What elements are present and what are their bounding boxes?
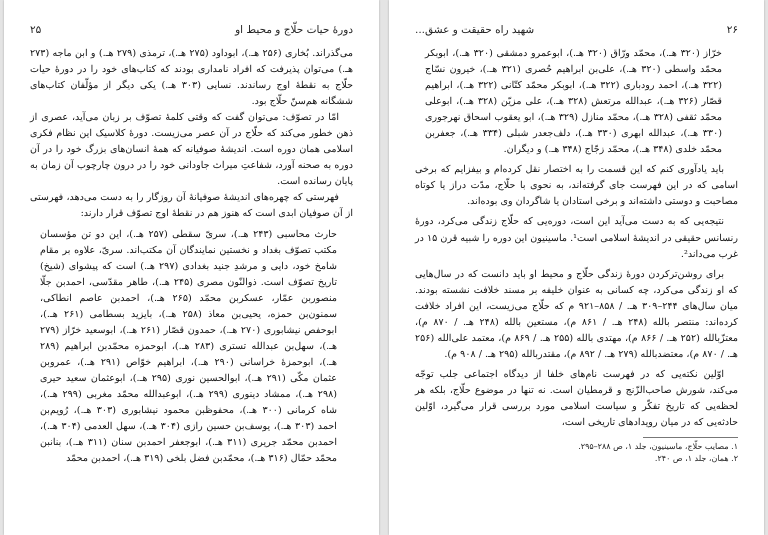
paragraph: نتیجه‌یی که به دست می‌آید این است، دوره‌یی که حلّاج زندگی می‌کرد، دورهٔ رنسانس حقیقی در اندیشهٔ اسلامی است¹. ماسینیون این دوره را شبیه قرن ۱۵ در غرب می‌داند². [415, 216, 738, 260]
left-running-title: دورهٔ حیات حلّاج و محیط او [235, 24, 353, 36]
left-page [4, 0, 379, 535]
right-page-body [415, 46, 738, 431]
sufi-list-continuation: خرّاز (۳۲۰ هـ.)، محمّد ورّاق (۳۲۰ هـ.)، ابوعمرو دمشقی (۳۲۰ هـ.)، ابوبکر محمّد واسطی (۳۲۰ هـ.)، علی‌بن ابراهیم حُصری (۳۲۱ هـ.)، خیرون نسّاج (۳۲۲ هـ.)، احمد رودباری (۳۲۲ هـ.)، ابوبکر محمّد کتّانی (۳۲۲ هـ.)، ابراهیم قصّار (۳۲۶ هـ.)، عبدالله مرتعش (۳۲۸ هـ.)، علی مزیّن (۳۲۸ هـ.)، ابوعلی محمّد ثقفی (۳۲۸ هـ.)، محمّد منازل (۳۲۹ هـ.)، ابو یعقوب اسحاق نهرجوری (۳۳۰ هـ.)، عبدالله ابهری (۳۳۰ هـ.)، دلف‌جعدر شبلی (۳۳۴ هـ.)، جعفربن محمّد خلدی (۳۴۸ هـ.)، محمّد زجّاج (۳۴۸ هـ.) و دیگران. [425, 48, 722, 156]
footnote: ۱. مصایب حلّاج، ماسینیون، جلد ۱، ص ۲۸۸–۲۹۵. [578, 442, 738, 452]
paragraph: باید یادآوری کنم که این قسمت را به اختصار نقل کرده‌ام و بیفزایم که برخی اسامی که در این فهرست جای گرفته‌اند، به نحوی با حلّاج، مدّت دراز یا کوتاه مصاحبت و دوستی داشته‌اند و برخی استادان یا شاگردان وی بوده‌اند. [415, 164, 738, 208]
paragraph: فهرستی که چهره‌های اندیشهٔ صوفیانهٔ آن روزگار را به دست می‌دهد، فهرستی از آن صوفیان ابدی است که هنوز هم در نقطهٔ اوج تصوّف قرار دارند: [30, 192, 353, 220]
right-running-title: شهید راه حقیقت و عشق... [415, 24, 535, 36]
footnotes [415, 441, 738, 465]
paragraph: می‌گذراند. بُخاری (۲۵۶ هـ.)، ابوداود (۲۷۵ هـ.)، ترمذی (۲۷۹ هـ.) و ابن ماجه (۲۷۳ هـ.) می‌توان پذیرفت که افراد نامداری بودند که کتاب‌های خود را در دورهٔ حیات حلّاج به نقطهٔ اوج رساندند. نسایی (۳۰۳ هـ.) یکی دیگر از مؤلّفان کتاب‌های ششگانه هم‌سنّ حلّاج بود. [30, 48, 354, 108]
sufi-list-paragraph: حارث محاسبی (۲۴۳ هـ.)، سریّ سقطی (۲۵۷ هـ.)، این دو تن مؤسسان مکتب تصوّف بغداد و نخستین نمایندگان آن مکتب‌اند. سریّ، علاوه بر مقام شامخ خود، دایی و مرشدِ جنید بغدادی (۲۹۷ هـ.) است که پیشوای (شیخ) تاریخ تصوّف است. ذوالنّون مصری (۲۴۵ هـ.)، طاهر مقدّسی، احمدبن جلّا منصوربن عمّار، عسکربن محمّد (۲۶۵ هـ.)، احمدبن عاصم انطاکی، سمنون‌بن حمزه، یحیی‌بن معاذ (۲۵۸ هـ.)، بایزید بسطامی (۲۶۱ هـ.)، ابوحفص نیشابوری (۲۷۰ هـ.)، حمدون قصّار (۲۶۱ هـ.)، ابوسعید خرّاز (۲۷۹ هـ.)، سهل‌بن عبدالله تستری (۲۸۳ هـ.)، ابوحمزه محمّدبن ابراهیم (۲۸۹ هـ.)، ابوحمزهٔ خراسانی (۲۹۰ هـ.)، ابراهیم خوّاص (۲۹۱ هـ.)، عمروبن عثمان مکّی (۲۹۱ هـ.)، ابوالحسین نوری (۲۹۵ هـ.)، ابوعثمان سعید حیری (۲۹۸ هـ.)، ممشاد دینوری (۲۹۹ هـ.)، ابوعبدالله محمّد مغربی (۲۹۹ هـ.)، شاه کرمانی (۳۰۰ هـ.)، محفوظبن محمود نیشابوری (۳۰۳ هـ.)، رُویم‌بن احمد (۳۰۳ هـ.)، یوسف‌بن حسین رازی (۳۰۴ هـ.)، سهل العدمی (۳۰۴ هـ.)، احمدبن محمّد جریری (۳۱۱ هـ.)، ابوجعفر احمدبن سنان (۳۱۱ هـ.)، بنانبن محمّد حمّال (۳۱۶ هـ.)، محمّدبن فضل بلخی (۳۱۹ هـ.)، احمدبن محمّد [40, 228, 338, 465]
left-page-number: ۲۵ [30, 24, 42, 36]
paragraph: اوّلین نکته‌یی که در فهرست نام‌های خلفا از دیدگاه اجتماعی جلب توجّه می‌کند، شورش صاحب‌الزّنج و قرمطیان است. نه تنها در موضوع حلّاج، بلکه هر لحظه‌یی که تاریخ تفکّر و سیاست اسلامی مورد بررسی قرار می‌گیرد، اوّلین حادثه‌یی که در میان رویدادهای تاریخی است، [415, 368, 738, 429]
left-page-header [30, 24, 353, 36]
right-page [389, 0, 764, 535]
paragraph: برای روشن‌ترکردن دورهٔ زندگی حلّاج و محیط او باید دانست که در سال‌هایی که او زندگی می‌کرد، چه کسانی به عنوان خلیفه بر مسند خلافت نشسته بودند. میان سال‌های ۲۴۴–۳۰۹ هـ. / ۸۵۸–۹۲۱ م که حلّاج می‌زیست، این افراد خلافت کرده‌اند: منتصر بالله (۲۴۸ هـ. / ۸۶۱ م)، مستعین بالله (۲۴۸ هـ. / ۸۷۰ م)، معتزّبالله (۲۵۲ هـ. / ۸۶۶ م)، مهتدی بالله (۲۵۵ هـ. / ۸۶۹ م)، معتمد علی‌الله (۲۵۶ هـ. / ۸۷۰ م)، معتضدبالله (۲۷۹ هـ. / ۸۹۲ م)، مقتدربالله (۲۹۵ هـ. / ۹۰۸ م). [415, 268, 738, 360]
paragraph: امّا در تصوّف: می‌توان گفت که وقتی کلمهٔ تصوّف بر زبان می‌آید، عصری از ذهن خطور می‌کند که حلّاج در آن عصر می‌زیست. دورهٔ کلاسیک این نظام فکری اسلامی همان دوره است. اندیشهٔ صوفیانه که همهٔ انسان‌های بزرگ خود را در آن دوره به صحنه آورد، شفاعتِ میراث جاودانی خود را در درون چارچوب آن زمان به پایان رسانده است. [30, 112, 353, 188]
right-page-header [415, 24, 738, 36]
right-page-number: ۲۶ [726, 24, 738, 36]
footnote: ۲. همان، جلد ۱، ص ۲۴۰. [654, 454, 738, 464]
footnote-divider [643, 437, 738, 438]
left-page-body [30, 46, 353, 467]
